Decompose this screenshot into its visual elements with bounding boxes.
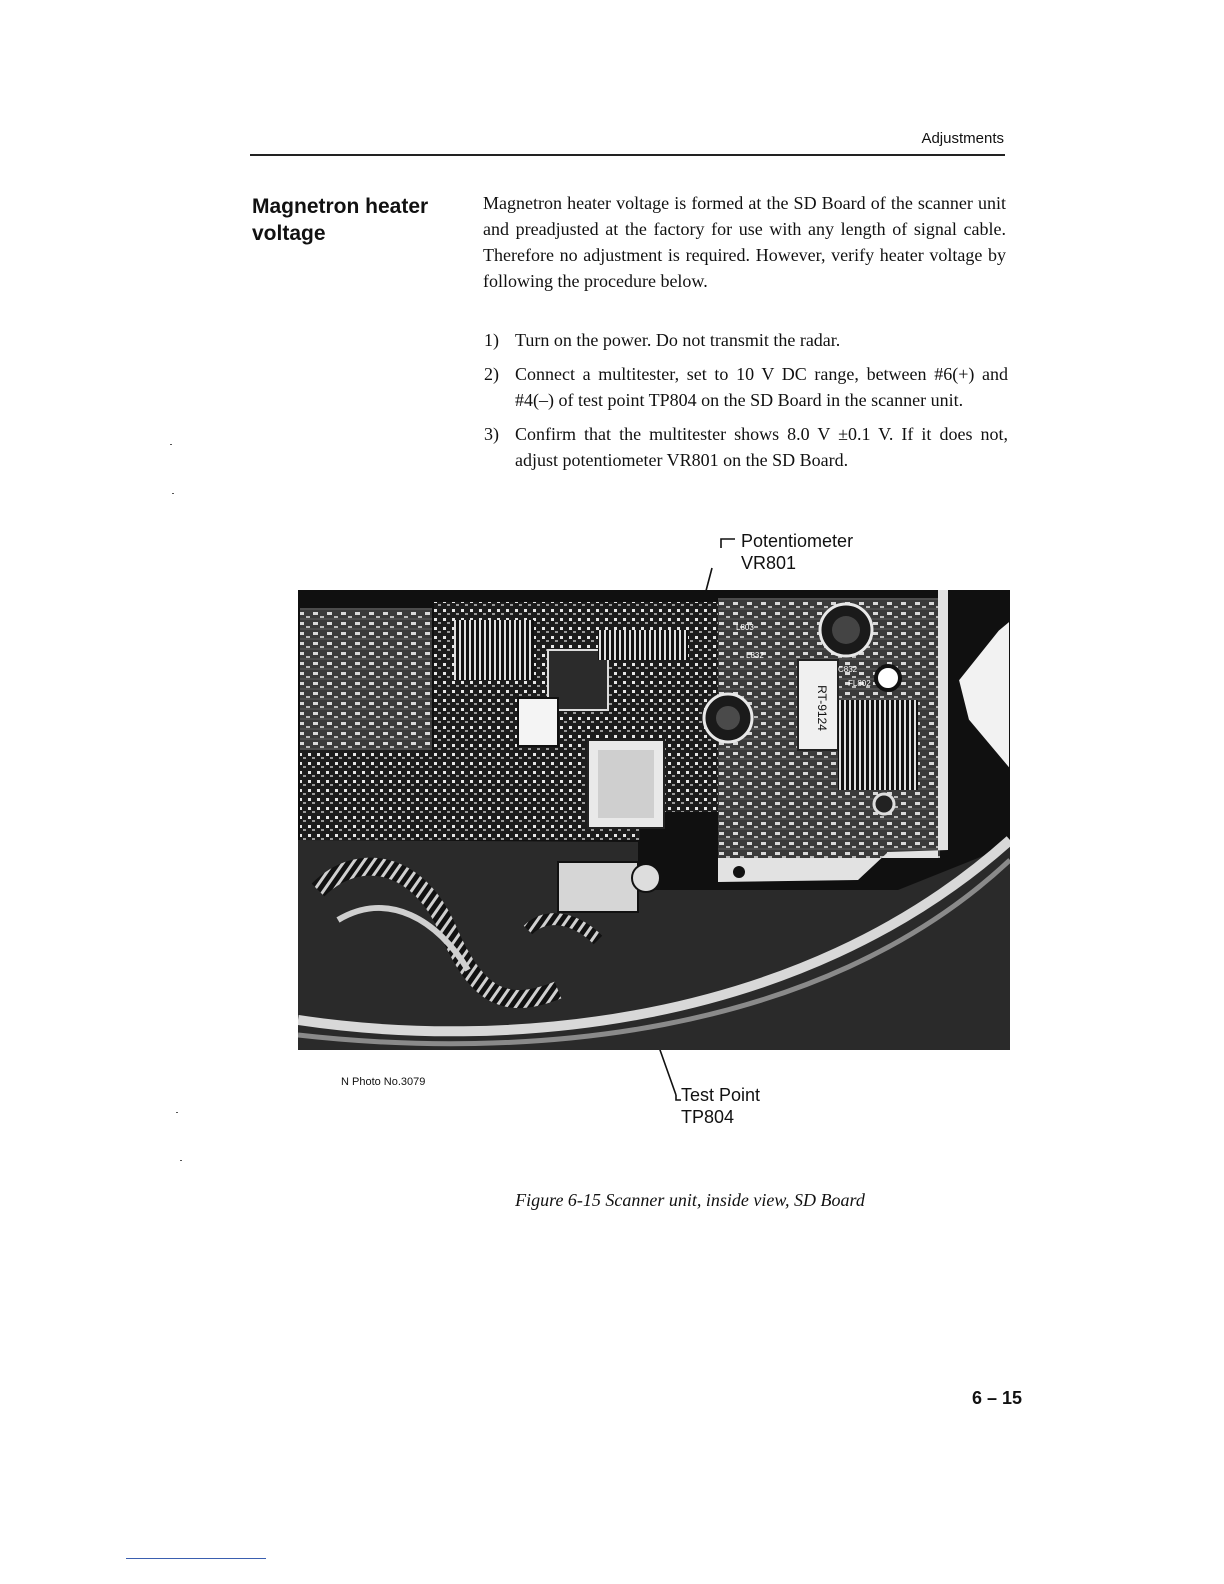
- photo-number: N Photo No.3079: [341, 1076, 426, 1088]
- callout-test-point: [681, 1084, 760, 1128]
- header-rule: [250, 154, 1005, 156]
- intro-paragraph: Magnetron heater voltage is formed at the SD Board of the scanner unit and preadjusted at the factory for use with any length of signal cable. Therefore no adjustment is required. However, verify heater voltage by following the procedure below.: [483, 193, 1006, 291]
- step-number: 3): [484, 424, 499, 444]
- callout-test-point-ref: TP804: [681, 1107, 735, 1127]
- section-title-line-2: voltage: [252, 222, 326, 245]
- callout-potentiometer-label: Potentiometer: [741, 531, 854, 551]
- callout-test-point-label: Test Point: [681, 1085, 761, 1105]
- footer-rule: [126, 1558, 266, 1559]
- callout-potentiometer: [741, 530, 853, 574]
- margin-mark: [180, 1160, 182, 1161]
- step-item: [484, 421, 1008, 473]
- figure-caption: Figure 6-15 Scanner unit, inside view, SD Board: [515, 1190, 865, 1210]
- step-text: Turn on the power. Do not transmit the radar.: [515, 330, 841, 350]
- step-number: 1): [484, 330, 499, 350]
- procedure-steps: [484, 327, 1008, 481]
- margin-mark: [170, 444, 172, 445]
- page-number: 6 – 15: [971, 1388, 1022, 1408]
- board-label-c832: C832: [838, 665, 858, 674]
- step-item: [484, 361, 1008, 413]
- board-label-fl802: FL802: [848, 679, 871, 688]
- step-item: [484, 327, 1008, 353]
- step-text: Confirm that the multitester shows 8.0 V ±0.1 V. If it does not, adjust potentiometer VR801 on the SD Board.: [515, 424, 1008, 470]
- sd-board-photo: [298, 590, 1010, 1050]
- margin-mark: [176, 1112, 178, 1113]
- margin-mark: [172, 493, 174, 494]
- section-title: [252, 193, 462, 247]
- running-head: Adjustments: [921, 130, 1004, 147]
- board-label-l803: L803: [736, 623, 754, 632]
- callout-potentiometer-ref: VR801: [741, 553, 797, 573]
- step-text: Connect a multitester, set to 10 V DC range, between #6(+) and #4(–) of test point TP804 on the SD Board in the scanner unit.: [515, 364, 1008, 410]
- step-number: 2): [484, 364, 499, 384]
- board-label-l832: L832: [746, 651, 764, 660]
- section-title-line-1: Magnetron heater: [252, 195, 429, 218]
- board-label-rt: RT-9124: [815, 685, 829, 731]
